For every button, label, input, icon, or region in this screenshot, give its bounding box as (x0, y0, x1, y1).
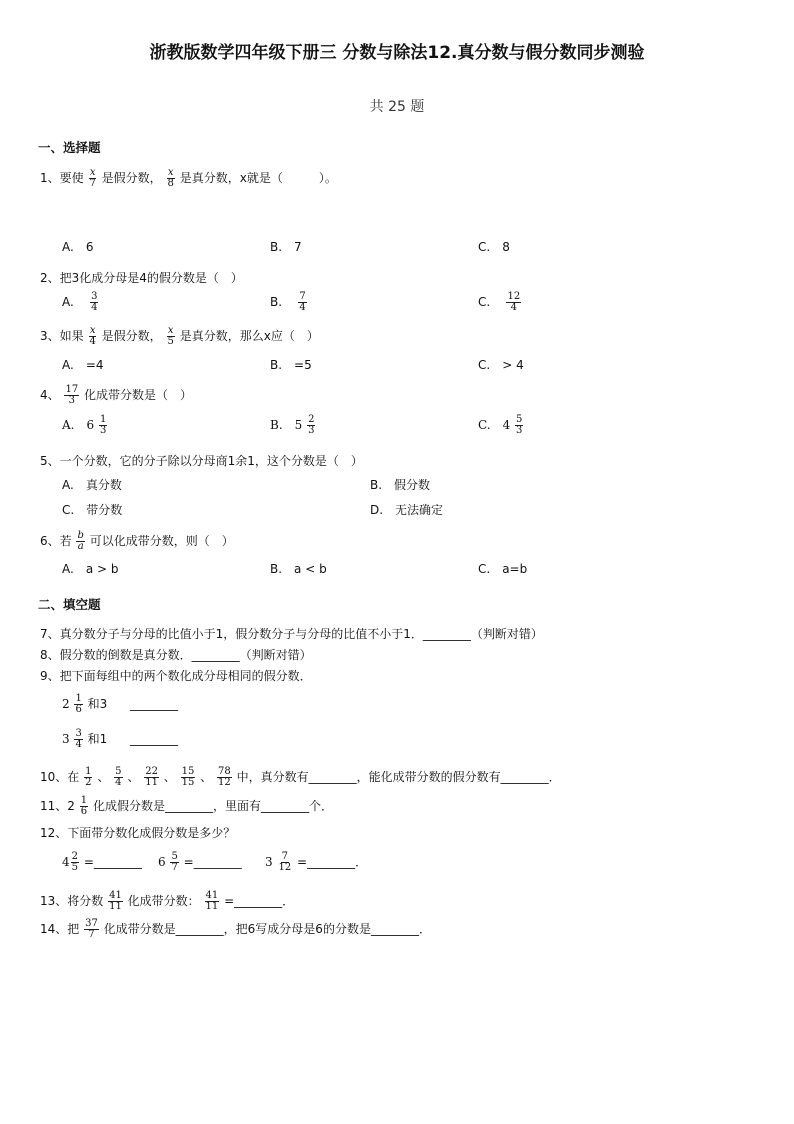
whole-number: 3 (62, 732, 70, 746)
numerator: 1 (85, 766, 92, 777)
denominator: 4 (91, 302, 98, 313)
answer-blank[interactable]: =________． (224, 894, 295, 908)
question-2: 2、把3化成分母是4的假分数是（ ） (40, 271, 243, 285)
denominator: 3 (99, 425, 107, 436)
q4-prefix: 4、 (40, 388, 60, 402)
numerator: 2 (308, 414, 315, 425)
question-4 (40, 385, 192, 406)
item-text: 和3 (87, 697, 108, 711)
separator: 、 (97, 770, 110, 784)
question-8: 8、假分数的倒数是真分数．________（判断对错） (40, 648, 312, 662)
numerator: 22 (145, 766, 158, 777)
option-label: A. 6 (62, 418, 95, 432)
fraction (88, 168, 96, 189)
fraction (515, 415, 523, 436)
q3-prefix: 3、如果 (40, 329, 84, 343)
numerator: 2 (71, 851, 79, 862)
numerator: 1 (80, 795, 88, 806)
denominator: 2 (85, 777, 92, 788)
option-a[interactable]: A. a > b (62, 562, 119, 576)
numerator: 15 (181, 766, 195, 777)
numerator: 41 (205, 890, 219, 901)
answer-blank[interactable]: =________． (297, 855, 368, 869)
question-3 (40, 326, 319, 347)
numerator: 3 (91, 291, 98, 302)
fraction (298, 292, 306, 313)
denominator: 4 (510, 302, 518, 313)
q6-prefix: 6、若 (40, 534, 72, 548)
fraction (217, 767, 232, 788)
whole-number: 6 (158, 855, 166, 869)
option-label: C. (478, 295, 491, 309)
denominator: 6 (80, 806, 88, 817)
option-a[interactable] (62, 415, 108, 436)
question-13 (40, 891, 294, 912)
question-7: 7、真分数分子与分母的比值小于1，假分数分子与分母的比值不小于1．________（判断对错） (40, 627, 543, 641)
option-a[interactable] (62, 292, 99, 313)
q3-text: 是假分数， (101, 329, 162, 343)
q6-text: 可以化成带分数，则（ ） (89, 534, 234, 548)
denominator: 3 (516, 425, 523, 436)
numerator: 1 (99, 414, 107, 425)
whole-number: 3 (265, 855, 273, 869)
fraction (506, 292, 521, 313)
denominator: 4 (75, 739, 82, 750)
fraction (144, 767, 159, 788)
numerator: 12 (507, 291, 521, 302)
numerator: 7 (299, 291, 306, 302)
question-14 (40, 919, 431, 940)
answer-blank[interactable]: ________ (130, 732, 178, 746)
fraction (84, 919, 99, 940)
denominator: 8 (167, 178, 174, 189)
q13-text: 化成带分数： (127, 894, 200, 908)
numerator: 41 (109, 890, 122, 901)
option-label: A. (62, 295, 74, 309)
question-6 (40, 531, 234, 552)
option-b[interactable]: B. 假分数 (370, 478, 431, 492)
numerator: 7 (281, 851, 289, 862)
section-heading-fill: 二、填空题 (38, 597, 101, 612)
denominator: 4 (115, 777, 122, 788)
option-a[interactable]: A. 6 (62, 240, 94, 254)
q10-prefix: 10、在 (40, 770, 80, 784)
numerator: 5 (115, 766, 122, 777)
fraction (84, 767, 92, 788)
question-1 (40, 168, 337, 189)
q11-text: 化成假分数是________，里面有________个． (92, 799, 333, 813)
fraction (167, 168, 175, 189)
answer-blank[interactable]: =________ (183, 855, 242, 869)
option-b[interactable]: B. 7 (270, 240, 302, 254)
denominator: 4 (299, 302, 306, 313)
question-12: 12、下面带分数化成假分数是多少？ (40, 826, 236, 840)
question-5: 5、一个分数，它的分子除以分母商1余1，这个分数是（ ） (40, 454, 363, 468)
option-label: C. 4 (478, 418, 511, 432)
option-b[interactable] (270, 415, 316, 436)
fraction (71, 852, 79, 873)
q9-item-2 (62, 729, 107, 750)
fraction (74, 694, 82, 715)
numerator: x (167, 167, 174, 178)
fraction (277, 852, 292, 873)
whole-number: 2 (62, 697, 70, 711)
denominator: 12 (218, 777, 231, 788)
option-a[interactable]: A. 真分数 (62, 478, 122, 492)
option-label: B. 5 (270, 418, 303, 432)
option-b[interactable]: B. a < b (270, 562, 327, 576)
q4-text: 化成带分数是（ ） (84, 388, 193, 402)
whole-number: 4 (62, 855, 70, 869)
denominator: 15 (181, 777, 195, 788)
fraction (99, 415, 107, 436)
numerator: 5 (171, 851, 178, 862)
option-d[interactable]: D. 无法确定 (370, 503, 444, 517)
denominator: 11 (205, 901, 219, 912)
option-c[interactable]: C. 8 (478, 240, 510, 254)
fraction (181, 767, 196, 788)
q12-item-3 (265, 852, 367, 873)
option-c[interactable] (478, 292, 522, 313)
denominator: 4 (89, 336, 96, 347)
numerator: 37 (85, 918, 98, 929)
fraction (167, 326, 175, 347)
fraction (170, 852, 178, 873)
denominator: 5 (71, 862, 79, 873)
question-11 (40, 796, 333, 817)
question-count: 共 25 题 (369, 99, 425, 115)
page-title: 浙教版数学四年级下册三 分数与除法12.真分数与假分数同步测验 (149, 43, 645, 63)
option-c[interactable]: C. a=b (478, 562, 528, 576)
question-10 (40, 767, 561, 788)
fraction (90, 292, 98, 313)
q11-prefix: 11、2 (40, 799, 75, 813)
fraction (80, 796, 88, 817)
denominator: a (77, 541, 84, 552)
separator: 、 (200, 770, 213, 784)
numerator: 3 (75, 728, 82, 739)
separator: 、 (127, 770, 140, 784)
denominator: 11 (145, 777, 158, 788)
option-b[interactable]: B. =5 (270, 358, 312, 372)
numerator: 17 (65, 384, 79, 395)
numerator: x (89, 167, 96, 178)
q1-text: 是假分数， (101, 171, 162, 185)
q1-prefix: 1、要使 (40, 171, 84, 185)
fraction (88, 326, 96, 347)
denominator: 3 (308, 425, 315, 436)
numerator: x (167, 325, 174, 336)
denominator: 3 (68, 395, 76, 406)
denominator: 7 (89, 178, 96, 189)
option-label: B. (270, 295, 283, 309)
denominator: 7 (171, 862, 178, 873)
numerator: 5 (516, 414, 523, 425)
fraction (76, 531, 84, 552)
q3-text: 是真分数，那么x应（ ） (179, 329, 319, 343)
fraction (114, 767, 122, 788)
option-c[interactable] (478, 415, 524, 436)
q14-prefix: 14、把 (40, 922, 80, 936)
q14-text: 化成带分数是________，把6写成分母是6的分数是________． (103, 922, 431, 936)
numerator: 78 (218, 766, 231, 777)
q9-item-1 (62, 694, 107, 715)
option-a[interactable]: A. =4 (62, 358, 104, 372)
q10-text: 中，真分数有________，能化成带分数的假分数有________． (236, 770, 561, 784)
option-c[interactable]: C. 带分数 (62, 503, 123, 517)
denominator: 11 (109, 901, 122, 912)
option-b[interactable] (270, 292, 308, 313)
fraction (64, 385, 79, 406)
q12-item-2 (158, 852, 242, 873)
item-text: 和1 (87, 732, 108, 746)
denominator: 5 (167, 336, 174, 347)
denominator: 12 (278, 862, 292, 873)
section-heading-choice: 一、选择题 (38, 140, 101, 155)
question-9: 9、把下面每组中的两个数化成分母相同的假分数． (40, 669, 312, 683)
fraction (74, 729, 82, 750)
numerator: b (77, 530, 84, 541)
answer-blank[interactable]: ________ (130, 697, 178, 711)
option-c[interactable]: C. > 4 (478, 358, 524, 372)
fraction (307, 415, 315, 436)
denominator: 7 (88, 929, 95, 940)
separator: 、 (163, 770, 176, 784)
q12-item-1 (62, 852, 142, 873)
q13-prefix: 13、将分数 (40, 894, 104, 908)
q1-text: 是真分数，x就是（ ）。 (179, 171, 337, 185)
fraction (205, 891, 220, 912)
numerator: 1 (75, 693, 82, 704)
fraction (108, 891, 123, 912)
denominator: 6 (75, 704, 82, 715)
answer-blank[interactable]: =________ (83, 855, 142, 869)
numerator: x (89, 325, 96, 336)
